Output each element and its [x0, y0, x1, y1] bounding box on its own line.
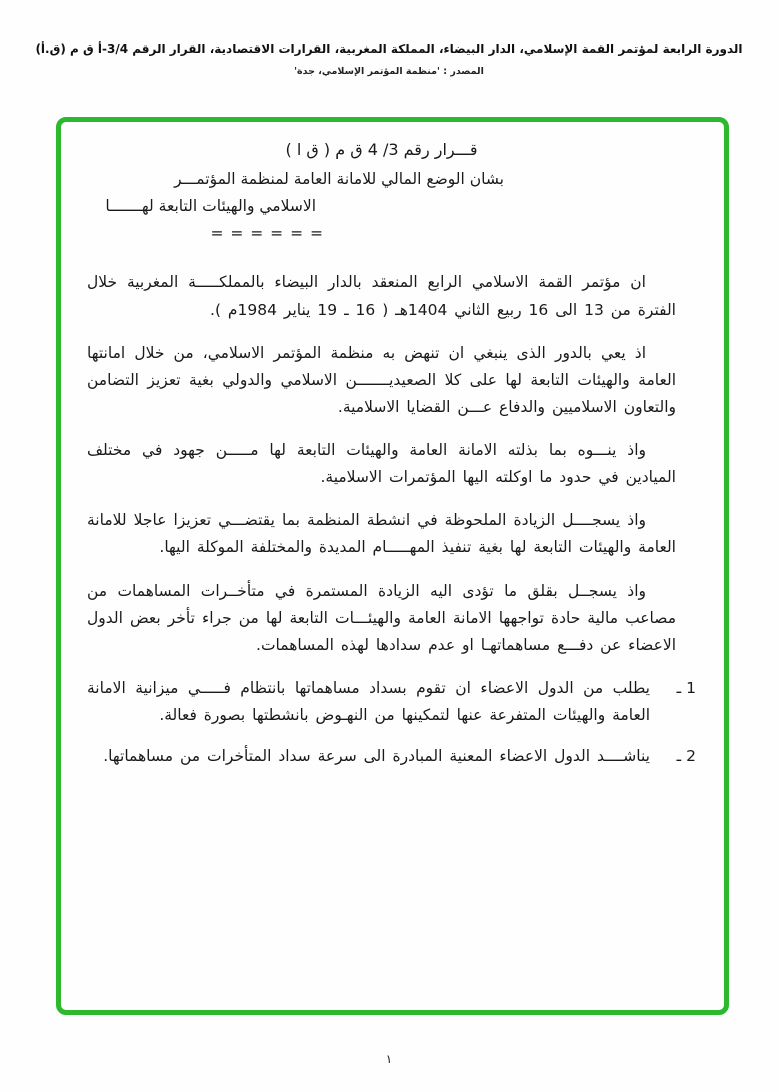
- page-number: ١: [385, 1052, 393, 1066]
- source-attribution: المصدر : 'منظمة المؤتمر الإسلامي، جدة': [294, 66, 484, 77]
- list-item: [87, 675, 696, 729]
- resolution-number-title: قـــرار رقم 3/ 4 ق م ( ق ا ): [285, 140, 478, 159]
- resolution-subject-line-1: بشان الوضع المالي للامانة العامة لمنظمة المؤتمـــر: [174, 170, 504, 188]
- green-highlight-frame: [56, 117, 729, 1015]
- item-text: يناشــــد الدول الاعضاء المعنية المبادرة الى سرعة سداد المتأخرات من مساهماتها.: [103, 747, 650, 766]
- item-number: 1 ـ: [676, 678, 696, 697]
- document-source-header: الدورة الرابعة لمؤتمر القمة الإسلامي، الدار البيضاء، المملكة المغربية، القرارات الاقتصادية، القرار الرقم 3/4-أ ق م (ق.أ): [35, 42, 743, 56]
- item-text: يطلب من الدول الاعضاء ان تقوم بسداد مساهماتها بانتظام فـــــي ميزانية الامانة العامة والهيئات المتفرعة عنها لتمكينها من النهـوض بانشطتها بصورة فعالة.: [87, 678, 650, 724]
- operative-items-list: [87, 675, 696, 770]
- paragraph-preamble: ان مؤتمر القمة الاسلامي الرابع المنعقد بالدار البيضاء بالمملكـــــة المغربية خلال الفترة من 13 الى 16 ربيع الثاني 1404هـ ( 16 ـ 19 يناير 1984م ).: [87, 273, 676, 319]
- item-number: 2 ـ: [676, 747, 696, 766]
- resolution-subject-line-2: الاسلامي والهيئات التابعة لهـــــــا: [105, 197, 316, 216]
- paragraph-considering-2: واذ ينـــوه بما بذلته الامانة العامة والهيئات التابعة لها مـــــن جهود في مختلف الميادين في حدود ما اوكلته اليها المؤتمرات الاسلامية.: [87, 441, 676, 487]
- list-item: [87, 743, 696, 770]
- title-separator: = = = = = =: [210, 224, 324, 243]
- paragraph-considering-1: اذ يعي بالدور الذى ينبغي ان تنهض به منظمة المؤتمر الاسلامي، من خلال امانتها العامة والهيئات التابعة لها على كلا الصعيديـــــــن الاسلامي والدولي بغية تعزيز التضامن والتعاون الاسلاميين والدفاع عـــن القضايا الاسلامية.: [87, 343, 676, 416]
- paragraph-considering-4: واذ يسجــل بقلق ما تؤدى اليه الزيادة المستمرة في متأخــرات المساهمات من مصاعب مالية حادة تواجهها الامانة العامة والهيئـــات التابعة لها من جراء تأخر بعض الدول الاعضاء عن دفـــع مساهماتهـا او عدم سدادها لهذه المساهمات.: [87, 581, 676, 654]
- resolution-body: [61, 122, 724, 1010]
- paragraph-considering-3: واذ يسجــــل الزيادة الملحوظة في انشطة المنظمة بما يقتضـــي تعزيزا عاجلا للامانة العامة والهيئات التابعة لها بغية تنفيذ المهـــــام المديدة والمختلفة الموكلة اليها.: [87, 511, 676, 557]
